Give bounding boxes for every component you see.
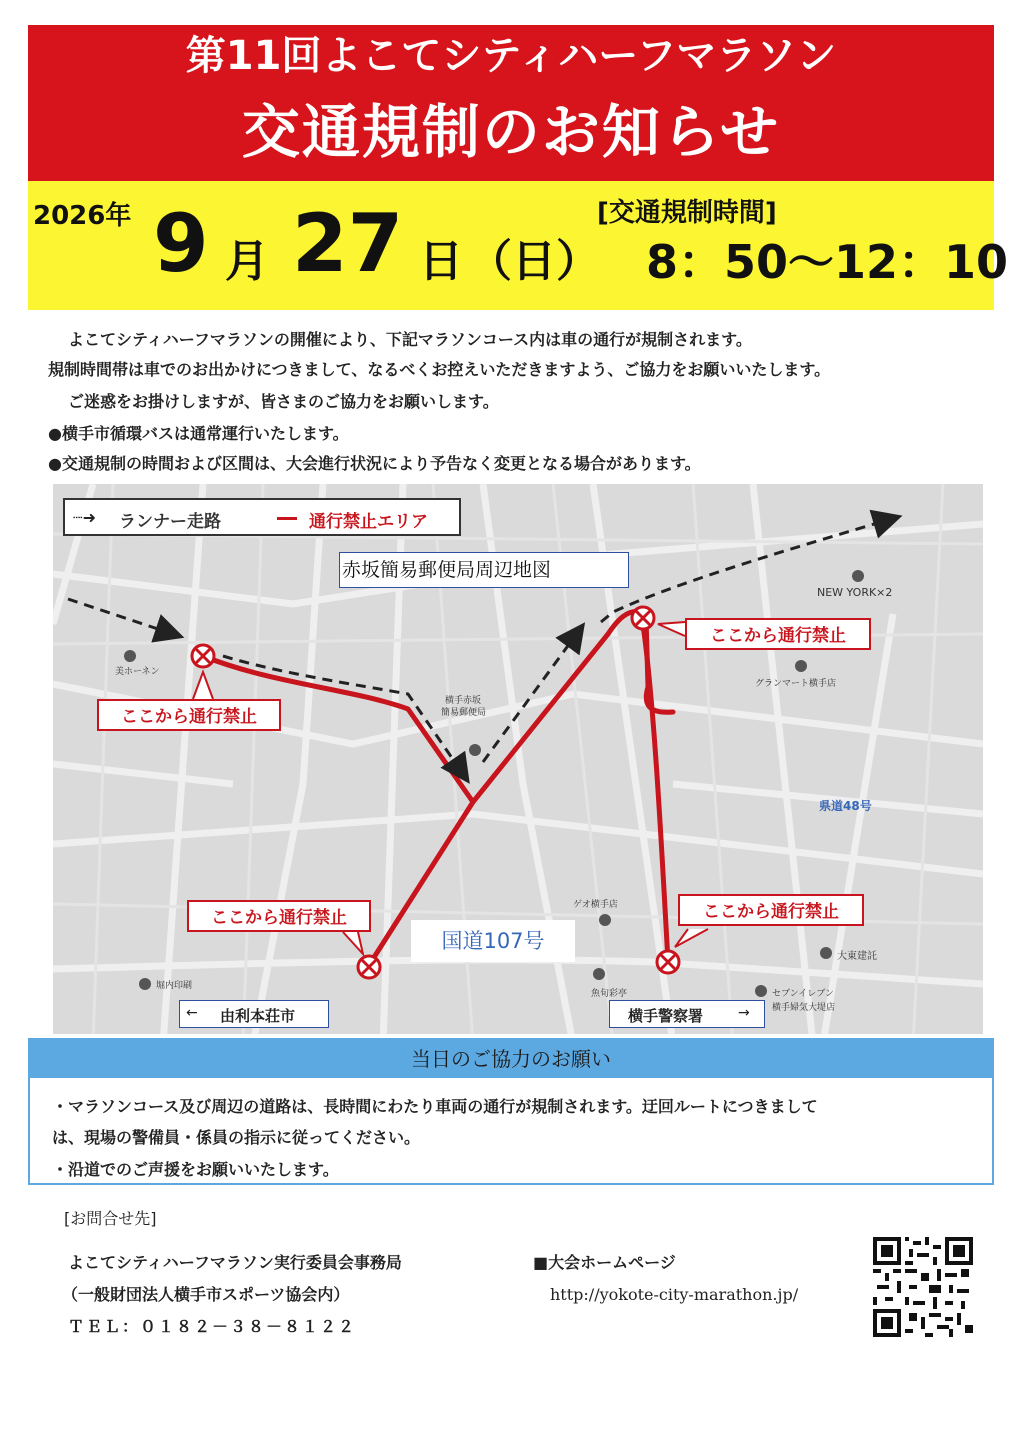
landmark-horiuchi: 堀内印刷 <box>156 981 193 991</box>
date-month-unit: 月 <box>225 236 269 287</box>
no-entry-marker-west <box>192 645 214 667</box>
police-label: 横手警察署 <box>628 1007 704 1025</box>
intro-line-1: よこてシティハーフマラソンの開催により、下記マラソンコース内は車の通行が規制されます。 <box>68 330 752 349</box>
no-entry-marker-south <box>358 956 380 978</box>
landmark-geo: ゲオ横手店 <box>573 900 618 910</box>
course-map <box>53 484 983 1034</box>
no-entry-label-south: ここから通行禁止 <box>187 900 371 932</box>
map-title: 赤坂簡易郵便局周辺地図 <box>339 552 629 588</box>
cooperation-line-1: ・マラソンコース及び周辺の道路は、長時間にわたり車両の通行が規制されます。迂回ルートにつきまして <box>52 1097 818 1116</box>
runner-route-arrow-icon: ┈➜ <box>73 508 97 527</box>
landmark-post-office-line2: 簡易郵便局 <box>441 708 487 718</box>
homepage-url[interactable]: http://yokote-city-marathon.jp/ <box>550 1285 799 1304</box>
arrow-right-icon: → <box>738 1005 750 1021</box>
arrow-left-icon: ← <box>186 1005 198 1021</box>
contact-label: [お問合せ先] <box>64 1209 157 1228</box>
landmark-newyork: NEW YORK×2 <box>817 586 893 599</box>
direction-sign-police <box>609 1000 765 1028</box>
route-107-label: 国道107号 <box>411 920 575 962</box>
cooperation-heading: 当日のご協力のお願い <box>30 1040 992 1078</box>
qr-code-image <box>873 1237 973 1337</box>
date-weekday: （日） <box>468 236 600 287</box>
regulation-time-label: [交通規制時間] <box>597 198 777 228</box>
direction-sign-yurihonjo <box>179 1000 329 1028</box>
cooperation-line-3: ・沿道でのご声援をお願いいたします。 <box>52 1160 339 1179</box>
date-year: 2026年 <box>33 201 132 231</box>
landmark-uonoku: 魚旬彩亭 <box>591 989 628 999</box>
landmark-seven-line1: セブンイレブン <box>772 989 834 999</box>
date-day-number: 27 <box>292 197 404 290</box>
bus-note: ●横手市循環バスは通常運行いたします。 <box>48 424 349 443</box>
contact-org: よこてシティハーフマラソン実行委員会事務局 <box>68 1253 402 1272</box>
homepage-label: ■大会ホームページ <box>533 1253 676 1272</box>
no-entry-label-west: ここから通行禁止 <box>97 699 281 731</box>
landmark-seven-line2: 横手婦気大堤店 <box>772 1003 836 1013</box>
legend-runner-label: ランナー走路 <box>119 512 221 532</box>
landmark-daito: 大東建託 <box>837 951 877 962</box>
date-month-number: 9 <box>153 197 209 290</box>
contact-org-sub: （一般財団法人横手市スポーツ協会内） <box>62 1285 350 1304</box>
landmark-grandmart: グランマート横手店 <box>755 679 837 689</box>
map-legend <box>63 498 461 536</box>
no-entry-label-northeast: ここから通行禁止 <box>685 618 871 650</box>
contact-tel: ＴＥＬ：０１８２－３８－８１２２ <box>68 1317 357 1336</box>
change-note: ●交通規制の時間および区間は、大会進行状況により予告なく変更となる場合があります。 <box>48 454 701 473</box>
no-entry-label-southeast: ここから通行禁止 <box>678 894 864 926</box>
cooperation-line-2: は、現場の警備員・係員の指示に従ってください。 <box>52 1128 421 1147</box>
regulation-time-value: 8：50〜12：10 <box>646 235 1009 289</box>
intro-line-2: 規制時間帯は車でのお出かけにつきまして、なるべくお控えいただきますよう、ご協力をお願いいたします。 <box>48 360 831 379</box>
landmark-post-office-line1: 横手赤坂 <box>445 696 482 706</box>
pref-road-48-label: 県道48号 <box>819 799 872 813</box>
event-title: 第11回よこてシティハーフマラソン <box>185 33 837 79</box>
qr-code[interactable] <box>873 1237 973 1337</box>
yurihonjo-label: 由利本荘市 <box>220 1007 296 1025</box>
no-entry-marker-northeast <box>632 607 654 629</box>
no-entry-marker-southeast <box>657 951 679 973</box>
date-day-unit: 日 <box>419 236 463 287</box>
notice-title: 交通規制のお知らせ <box>241 98 781 166</box>
intro-line-3: ご迷惑をお掛けしますが、皆さまのご協力をお願いします。 <box>68 392 499 411</box>
legend-closed-label: 通行禁止エリア <box>309 512 428 532</box>
landmark-horonen: 美ホーネン <box>115 667 160 677</box>
closed-line-swatch <box>277 517 297 520</box>
